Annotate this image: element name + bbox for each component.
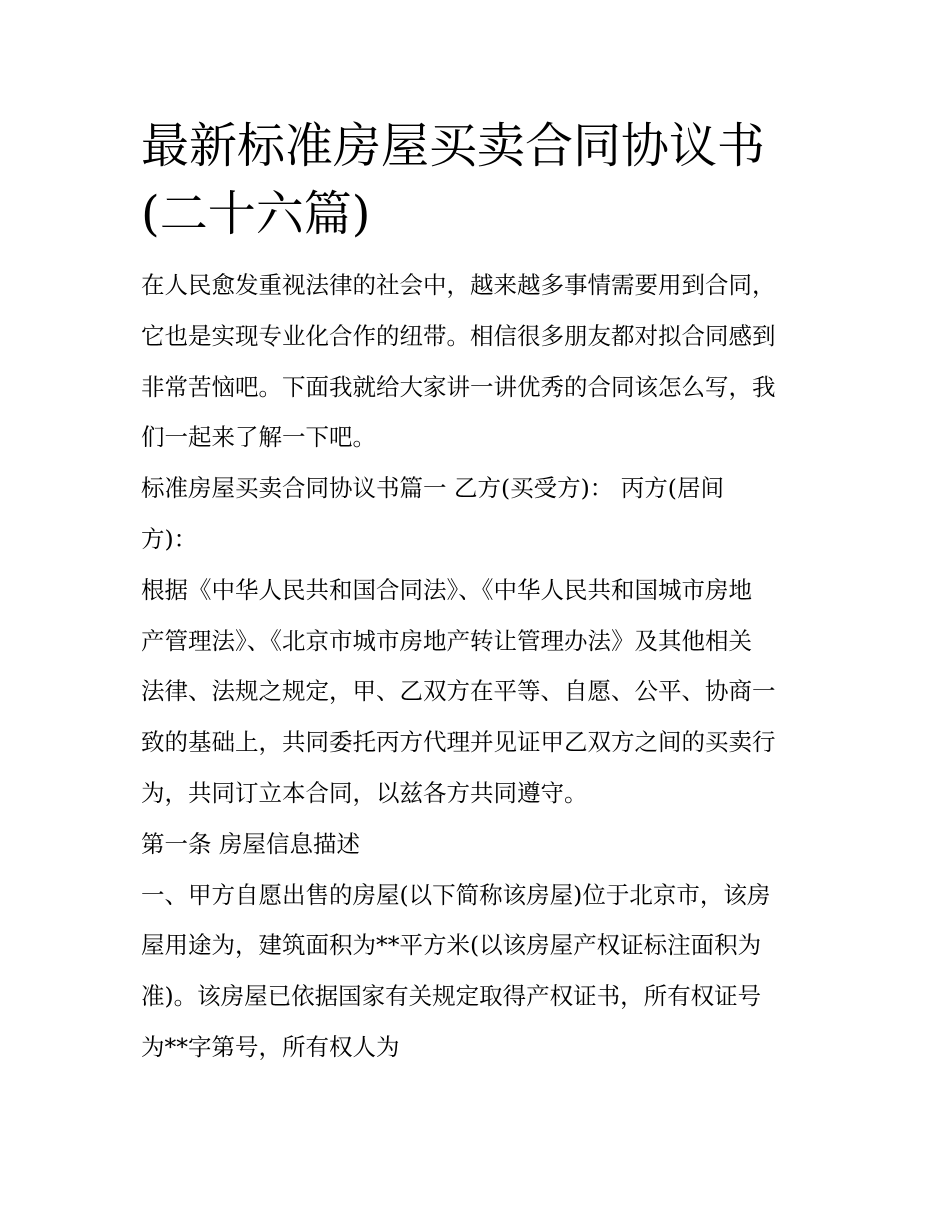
body-line: 非常苦恼吧。下面我就给大家讲一讲优秀的合同该怎么写，我	[141, 372, 776, 401]
body-line: 根据《中华人民共和国合同法》、《中华人民共和国城市房地	[141, 575, 752, 604]
title-line-2: (二十六篇)	[141, 186, 371, 242]
article-heading: 第一条 房屋信息描述	[141, 829, 360, 858]
body-line: 准)。该房屋已依据国家有关规定取得产权证书，所有权证号	[141, 982, 762, 1011]
body-line: 法律、法规之规定，甲、乙双方在平等、自愿、公平、协商一	[141, 677, 776, 706]
document-page	[141, 0, 813, 1073]
body-line: 致的基础上，共同委托丙方代理并见证甲乙双方之间的买卖行	[141, 728, 776, 757]
body-line: 为，共同订立本合同，以兹各方共同遵守。	[141, 778, 588, 807]
section-heading: 标准房屋买卖合同协议书篇一 乙方(买受方)： 丙方(居间	[141, 474, 724, 503]
body-line: 它也是实现专业化合作的纽带。相信很多朋友都对拟合同感到	[141, 321, 776, 350]
document-body	[141, 260, 813, 1073]
body-line: 产管理法》、《北京市城市房地产转让管理办法》及其他相关	[141, 626, 752, 655]
body-line: 一、甲方自愿出售的房屋(以下简称该房屋)位于北京市，该房	[141, 880, 771, 909]
body-line: 为**字第号，所有权人为	[141, 1032, 400, 1061]
body-line: 方)：	[141, 524, 198, 553]
body-line: 在人民愈发重视法律的社会中，越来越多事情需要用到合同，	[141, 271, 776, 299]
body-line: 们一起来了解一下吧。	[141, 423, 376, 452]
document-title	[141, 0, 813, 248]
title-line-1: 最新标准房屋买卖合同协议书	[141, 118, 766, 174]
body-line: 屋用途为，建筑面积为**平方米(以该房屋产权证标注面积为	[141, 931, 762, 960]
